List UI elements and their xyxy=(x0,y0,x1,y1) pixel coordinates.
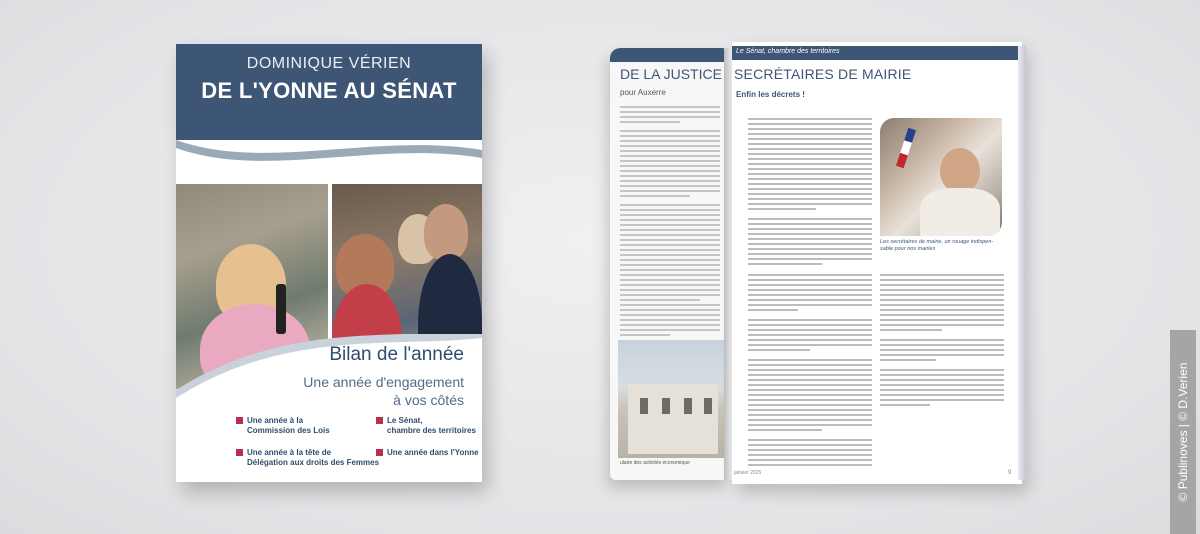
left-page-subtitle: pour Auxerre xyxy=(620,88,666,97)
left-page-photo-caption: ulaire des activités économique xyxy=(620,460,690,466)
right-page-footer-date: janvier 2025 xyxy=(734,470,762,476)
cover-subtitle-line1: Une année d'engagement xyxy=(303,374,464,390)
bullet-square-icon xyxy=(236,417,243,424)
right-page-column-left xyxy=(748,274,872,469)
left-page-building-photo xyxy=(618,340,726,458)
right-page xyxy=(732,42,1022,484)
left-page-header-band xyxy=(610,48,728,62)
right-page-subtitle: Enfin les décrets ! xyxy=(736,90,805,99)
right-page-title: SECRÉTAIRES DE MAIRIE xyxy=(734,66,912,82)
french-flag-scarf xyxy=(896,128,916,169)
cover-title: DE L'YONNE AU SÉNAT xyxy=(201,78,457,103)
page-stack-edge xyxy=(1018,46,1026,480)
right-page-number: 9 xyxy=(1008,470,1012,476)
secretaries-photo xyxy=(880,118,1002,236)
right-page-column-top xyxy=(748,118,872,268)
right-page-header: Le Sénat, chambre des territoires xyxy=(736,48,840,55)
bullet-square-icon xyxy=(376,449,383,456)
bullet-square-icon xyxy=(376,417,383,424)
left-page-body-text xyxy=(620,106,720,339)
right-page-column-right xyxy=(880,274,1004,409)
brochure-cover: DOMINIQUE VÉRIEN DE L'YONNE AU SÉNAT Bilan de l'année Une année d'engagement à vos côtés Une année à la Commission des Lois Le Sénat, chambre des territoires Une année à la tête de Délégation aux droits des Femmes Une année dans l'Yonne xyxy=(176,44,482,482)
cover-wave-divider xyxy=(176,132,482,192)
left-page-title: DE LA JUSTICE xyxy=(620,66,722,82)
open-magazine xyxy=(610,42,1030,484)
left-page xyxy=(610,48,728,480)
secretaries-photo-caption: Les secrétaires de mairie, un rouage indispen-sable pour nos mairies xyxy=(880,239,994,252)
cover-author: DOMINIQUE VÉRIEN xyxy=(246,55,412,72)
cover-report-title: Bilan de l'année xyxy=(329,344,464,365)
cover-subtitle-line2: à vos côtés xyxy=(393,392,464,408)
photo-credit: © Publinoves | © D.Verien xyxy=(1176,362,1190,502)
bullet-square-icon xyxy=(236,449,243,456)
